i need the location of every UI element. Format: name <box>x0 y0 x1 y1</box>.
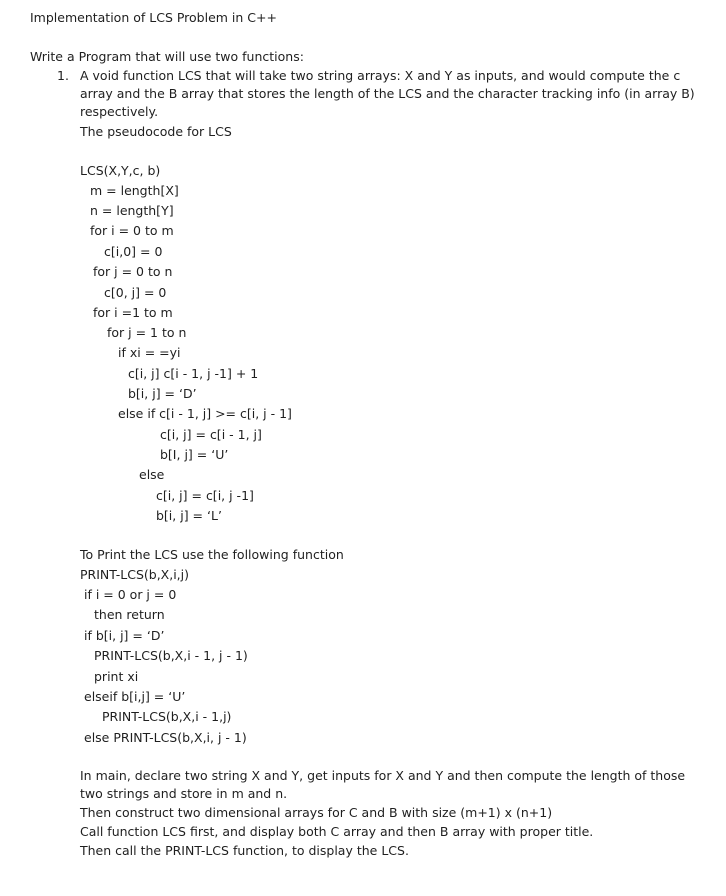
document-title: Implementation of LCS Problem in C++ <box>30 10 277 25</box>
pseudocode-heading: The pseudocode for LCS <box>80 124 232 139</box>
lcs-line: for j = 0 to n <box>93 264 173 279</box>
lcs-line: for i = 0 to m <box>90 223 174 238</box>
item-number: 1. <box>57 68 69 83</box>
lcs-line: for i =1 to m <box>93 305 173 320</box>
lcs-line: if xi = =yi <box>118 345 181 360</box>
construct-instructions: Then construct two dimensional arrays for C and B with size (m+1) x (n+1) <box>80 805 553 820</box>
lcs-line: c[i, j] c[i - 1, j -1] + 1 <box>128 366 259 381</box>
print-line: elseif b[i,j] = ‘U’ <box>84 689 186 704</box>
print-line: if i = 0 or j = 0 <box>84 587 177 602</box>
main-instructions: In main, declare two string X and Y, get inputs for X and Y and then compute the length of those two strings and store in m and n. <box>80 768 686 801</box>
call-instructions: Call function LCS first, and display both C array and then B array with proper title. <box>80 824 594 839</box>
lcs-line: b[i, j] = ‘L’ <box>156 508 222 523</box>
lcs-line: c[i, j] = c[i, j -1] <box>156 488 254 503</box>
print-line: else PRINT-LCS(b,X,i, j - 1) <box>84 730 247 745</box>
print-line: PRINT-LCS(b,X,i - 1,j) <box>102 709 232 724</box>
lcs-line: else <box>139 467 165 482</box>
lcs-line: for j = 1 to n <box>107 325 187 340</box>
print-line: if b[i, j] = ‘D’ <box>84 628 165 643</box>
print-line: PRINT-LCS(b,X,i,j) <box>80 567 190 582</box>
final-instructions: Then call the PRINT-LCS function, to display the LCS. <box>80 843 409 858</box>
lcs-line: b[I, j] = ‘U’ <box>160 447 229 462</box>
print-intro: To Print the LCS use the following function <box>80 547 344 562</box>
item-text: A void function LCS that will take two string arrays: X and Y as inputs, and would compute the c array and the B array that stores the length of the LCS and the character tracking info (in array B) respectively. <box>80 68 695 119</box>
lcs-line: n = length[Y] <box>90 203 174 218</box>
print-line: then return <box>94 607 165 622</box>
lcs-line: c[0, j] = 0 <box>104 285 167 300</box>
lcs-line: LCS(X,Y,c, b) <box>80 163 161 178</box>
print-line: PRINT-LCS(b,X,i - 1, j - 1) <box>94 648 248 663</box>
lcs-line: c[i, j] = c[i - 1, j] <box>160 427 262 442</box>
intro-text: Write a Program that will use two functions: <box>30 49 304 64</box>
lcs-line: c[i,0] = 0 <box>104 244 163 259</box>
lcs-line: m = length[X] <box>90 183 179 198</box>
print-line: print xi <box>94 669 139 684</box>
lcs-line: b[i, j] = ‘D’ <box>128 386 197 401</box>
lcs-line: else if c[i - 1, j] >= c[i, j - 1] <box>118 406 292 421</box>
